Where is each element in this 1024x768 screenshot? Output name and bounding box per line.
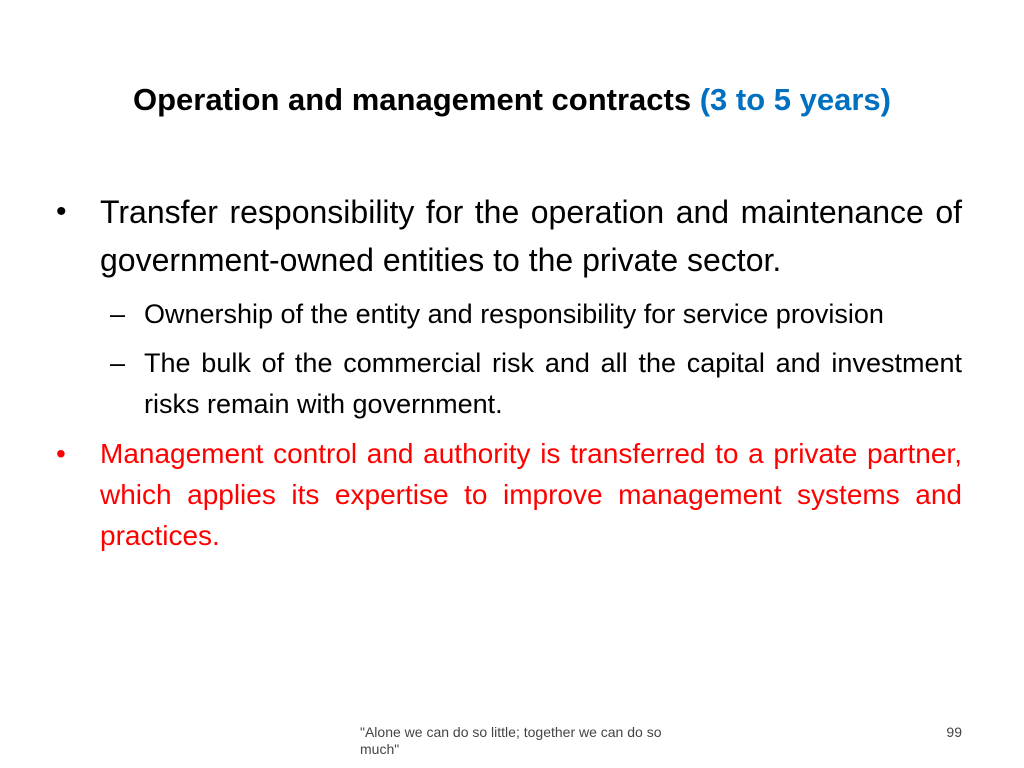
slide-title-main: Operation and management contracts: [132, 82, 692, 117]
sub-bullet-text: Ownership of the entity and responsibility for service provision: [144, 299, 884, 329]
bullet-text: Management control and authority is transferred to a private partner, which applies its expertise to improve management systems and practices.: [100, 438, 962, 551]
sub-bullet-text: The bulk of the commercial risk and all the capital and investment risks remain with government.: [144, 348, 962, 419]
page-number: 99: [946, 724, 962, 740]
slide-title-accent: (3 to 5 years): [699, 82, 891, 117]
bullet-marker: •: [56, 438, 66, 469]
sub-bullet-marker: –: [110, 299, 126, 329]
bullet-text: Transfer responsibility for the operation and maintenance of government-owned entities to the private sector.: [100, 194, 962, 278]
sub-bullet-item: [56, 343, 962, 425]
bullet-item: [56, 188, 962, 284]
bullet-item-highlighted: [56, 433, 962, 556]
bullet-marker: •: [56, 195, 67, 228]
footer-quote: "Alone we can do so little; together we can do so much": [360, 724, 662, 757]
sub-bullet-item: [56, 294, 962, 335]
slide-title: [0, 78, 1024, 122]
sub-bullet-marker: –: [110, 348, 126, 378]
slide-body: [56, 188, 962, 566]
